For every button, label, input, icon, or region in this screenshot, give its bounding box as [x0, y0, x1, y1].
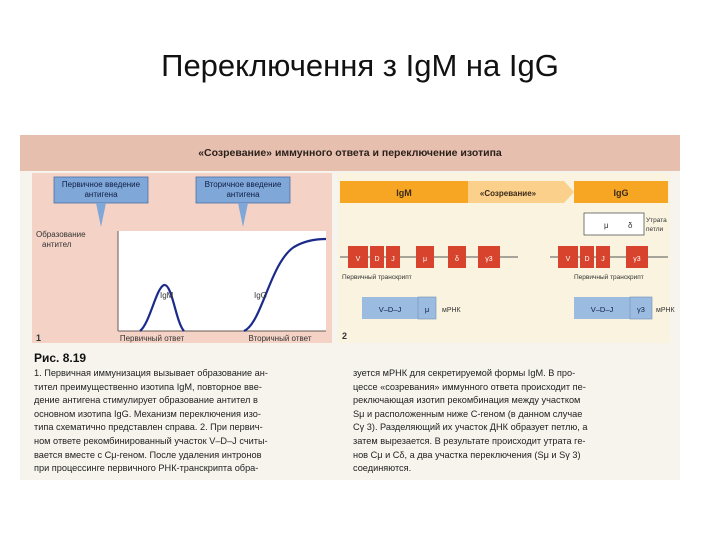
- slide-title: Переключення з IgM на IgG: [161, 48, 559, 83]
- x-label-secondary: Вторичный ответ: [248, 334, 312, 343]
- segment-j-label: J: [391, 256, 395, 263]
- left-line: ном ответе рекомбинированный участок V–D–J считы-: [34, 435, 268, 446]
- segment-v-label: V: [355, 256, 361, 263]
- figure-caption-label: Рис. 8.19: [34, 351, 87, 365]
- figure-header: «Созревание» иммунного ответа и переключение изотипа: [20, 135, 680, 171]
- transcript-label-right: Первичный транскрипт: [574, 274, 644, 281]
- left-line: дение антигена стимулирует образование антител в: [34, 395, 258, 406]
- secondary-callout-line2: антигена: [226, 190, 260, 199]
- segment-j-right-label: J: [601, 256, 605, 263]
- igm-curve-label: IgM: [160, 291, 174, 300]
- loop-delta: δ: [628, 221, 633, 230]
- loop-mu: μ: [604, 221, 609, 230]
- right-line: соединяются.: [353, 463, 412, 474]
- banner-igg-label: IgG: [613, 188, 629, 198]
- left-line: вается вместе с Cμ-геном. После удаления интронов: [34, 449, 262, 460]
- mrna-right-label: мРНК: [656, 307, 675, 314]
- secondary-callout-line1: Вторичное введение: [204, 180, 282, 189]
- banner-igm-label: IgM: [396, 188, 412, 198]
- right-line: реключающая изотип рекомбинация между участком: [353, 395, 581, 406]
- caption-left-column: [34, 367, 334, 476]
- right-line: нов Cμ и Cδ, а два участка переключения (Sμ и Sγ 3): [353, 449, 581, 460]
- right-line: цессе «созревания» иммунного ответа происходит пе-: [353, 381, 586, 392]
- excised-loop: [584, 213, 644, 235]
- y-axis-label-line2: антител: [42, 240, 72, 249]
- left-line: типа схематично представлен справа. 2. При первич-: [34, 422, 263, 433]
- segment-mu-label: μ: [422, 256, 428, 263]
- segment-d-right-label: D: [584, 256, 590, 263]
- left-line: основном изотипа IgG. Механизм переключения изо-: [34, 408, 261, 419]
- x-label-primary: Первичный ответ: [119, 334, 185, 343]
- igg-curve-label: IgG: [254, 291, 267, 300]
- left-line: при процессинге первичного РНК-транскрипта обра-: [34, 463, 259, 474]
- segment-g3-label: γ3: [485, 256, 493, 263]
- segment-d-label: D: [374, 256, 380, 263]
- panel-number-left: 1: [36, 333, 42, 343]
- segment-g3-right-label: γ3: [633, 256, 641, 263]
- isotype-switch-diagram: [338, 173, 675, 343]
- left-line: тител преимущественно изотипа IgM, повторное вве-: [34, 381, 262, 392]
- loop-loss-line2: петли: [646, 226, 664, 233]
- right-line: зуется мРНК для секретируемой формы IgM. В про-: [353, 368, 576, 378]
- panel-number-right: 2: [342, 331, 348, 341]
- antibody-response-panel: [32, 173, 332, 343]
- left-line: 1. Первичная иммунизация вызывает образование ан-: [34, 368, 268, 378]
- right-line: Sμ и расположенным ниже C-геном (в данном случае: [353, 408, 583, 419]
- isotype-switch-panel: [338, 173, 675, 343]
- segment-delta-label: δ: [455, 256, 459, 263]
- y-axis-label-line1: Образование: [36, 230, 86, 239]
- segment-v-right-label: V: [565, 256, 571, 263]
- banner-arrow: [548, 181, 574, 203]
- mrna-g3-label: γ3: [637, 305, 645, 314]
- textbook-figure: [20, 135, 680, 480]
- antibody-response-graph: [32, 173, 332, 343]
- right-line: Cγ 3). Разделяющий их участок ДНК образует петлю, а: [353, 422, 588, 433]
- mrna-vdj-right-label: V–D–J: [590, 305, 614, 314]
- primary-callout-line2: антигена: [84, 190, 118, 199]
- secondary-arrow: [238, 203, 248, 227]
- caption-right-column: [353, 367, 653, 476]
- banner-maturation-label: «Созревание»: [479, 189, 537, 198]
- mrna-vdj-left-label: V–D–J: [378, 305, 402, 314]
- primary-callout-line1: Первичное введение: [61, 180, 141, 189]
- mrna-left-label: мРНК: [442, 307, 461, 314]
- transcript-label-left: Первичный транскрипт: [342, 274, 412, 281]
- loop-loss-line1: Утрата: [646, 217, 667, 224]
- mrna-mu-label: μ: [424, 305, 430, 314]
- primary-arrow: [96, 203, 106, 227]
- right-line: затем вырезается. В результате происходит утрата ге-: [353, 435, 586, 446]
